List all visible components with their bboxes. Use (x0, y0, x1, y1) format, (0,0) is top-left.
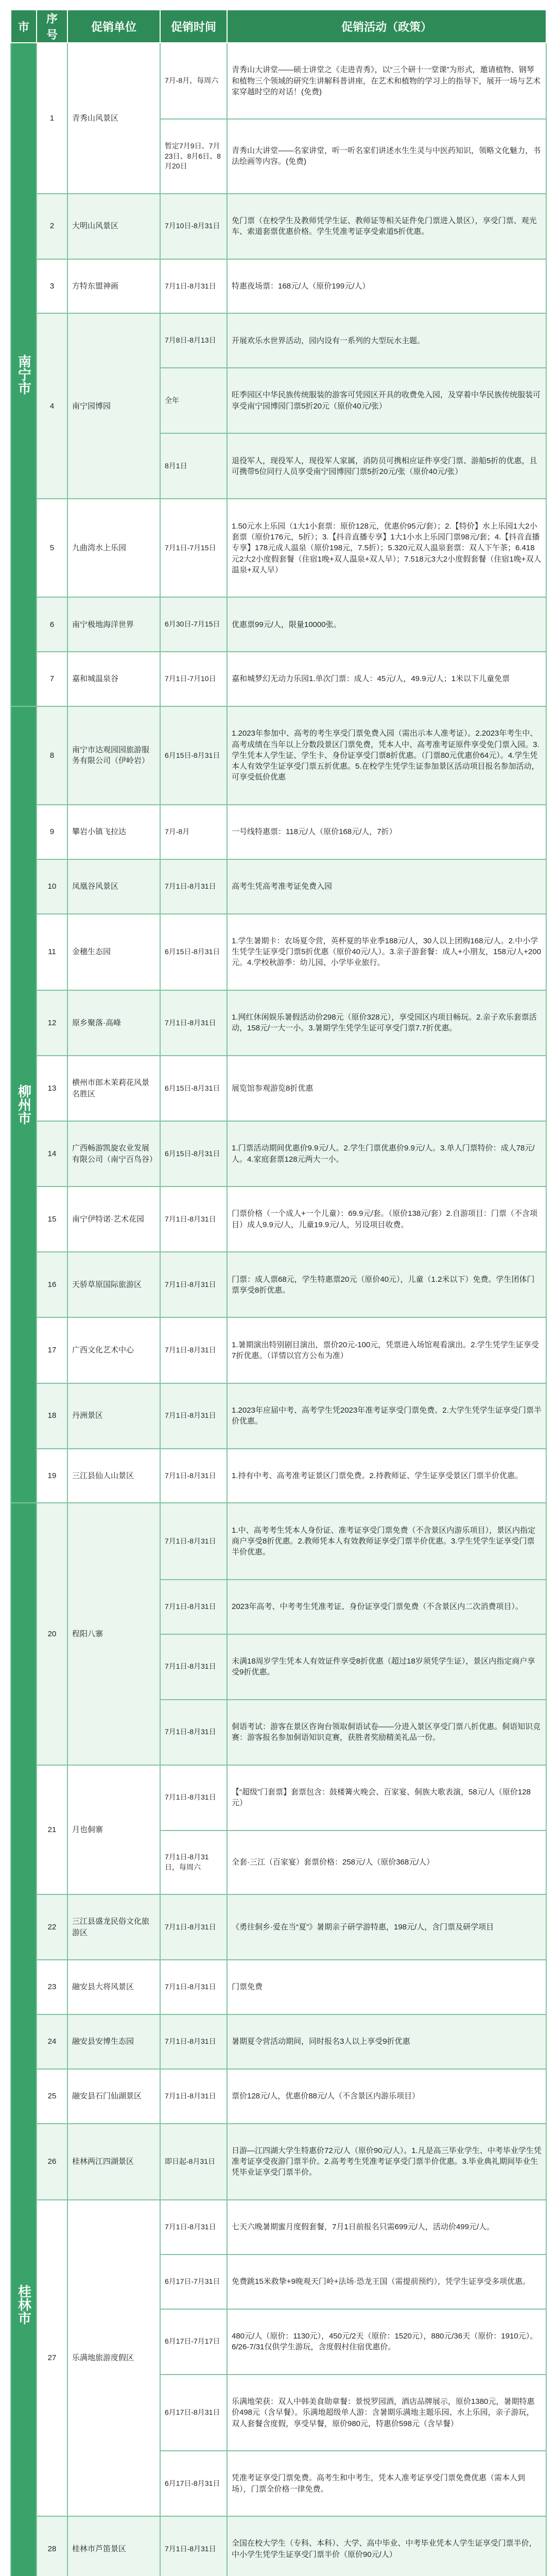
promotion-activity: 乐满地荣获：双人中韩美食勋章餐：景悦罗园酒，酒店品牌展示，原价1380元，暑期特惠价498元（含早餐）。乐满地超级单人游：含暑期乐满地主题乐园、水上乐园，亲子游玩，双人套餐含度假，享受早餐，原价980元，特惠价598元（含早餐） (227, 2375, 546, 2451)
promotion-activity: 全套·三江（百家宴）套票价格：258元/人（原价368元/人） (227, 1831, 546, 1894)
table-row (11, 805, 546, 859)
promotion-activity: 480元/人（原价：1130元），450元/2天（原价：1520元），880元/36天（原价：1910元）。6/26-7/31仅供学生游玩，含度假村住宿优惠价。 (227, 2309, 546, 2375)
row-number: 2 (37, 194, 67, 259)
table-row (11, 2516, 546, 2576)
promotion-unit: 嘉和城温泉谷 (67, 652, 160, 706)
table-row (11, 259, 546, 314)
table-row (11, 1383, 546, 1449)
row-number: 21 (37, 1765, 67, 1894)
row-number: 18 (37, 1383, 67, 1449)
promotion-unit: 月也侗寨 (67, 1765, 160, 1894)
promotion-activity: 票价128元/人，优惠价88元/人（不含景区内游乐项目） (227, 2069, 546, 2124)
city-cell: 柳州市 (11, 706, 37, 1503)
promotion-time: 7月1日-8月31日 (160, 1700, 227, 1765)
table-row (11, 1187, 546, 1252)
promotion-activity: 暑期夏令营活动期间，同时报名3人以上享受9折优惠 (227, 2014, 546, 2069)
table-row (11, 499, 546, 597)
promotion-unit: 南宁伊特诺·艺术花园 (67, 1187, 160, 1252)
promotion-time: 6月15日-8月31日 (160, 1121, 227, 1187)
promotion-time: 7月1日-8月31日 (160, 1580, 227, 1634)
promotion-unit: 攀岩小镇飞拉达 (67, 805, 160, 859)
promotion-time: 7月1日-8月31日 (160, 1187, 227, 1252)
row-number: 27 (37, 2200, 67, 2516)
promotion-time: 暂定7月9日、7月23日、8月6日、8月20日 (160, 119, 227, 193)
promotion-activity: 2023年高考、中考考生凭准考证、身份证享受门票免费（不含景区内二次消费项目）。 (227, 1580, 546, 1634)
promotion-unit: 程阳八寨 (67, 1503, 160, 1765)
promotion-time: 6月17日-8月31日 (160, 2451, 227, 2516)
row-number: 12 (37, 990, 67, 1056)
row-number: 3 (37, 259, 67, 314)
promotion-unit: 丹洲景区 (67, 1383, 160, 1449)
promotion-activity: 特惠夜场票：168元/人（原价199元/人） (227, 259, 546, 314)
promotion-unit: 桂林市芦笛景区 (67, 2516, 160, 2576)
row-number: 6 (37, 597, 67, 652)
row-number: 24 (37, 2014, 67, 2069)
promotion-unit: 乐满地旅游度假区 (67, 2200, 160, 2516)
promotion-activity: 门票：成人票68元，学生特惠票20元（原价40元），儿童（1.2米以下）免费。学生团体门票享受8折优惠。 (227, 1252, 546, 1317)
promotion-time: 7月1日-8月31日 (160, 2014, 227, 2069)
promotion-time: 7月1日-7月10日 (160, 652, 227, 706)
row-number: 16 (37, 1252, 67, 1317)
promotion-activity: 【“超级”门套票】套票包含：鼓楼篝火晚会、百家宴、侗族大歌表演，58元/人（原价128元） (227, 1765, 546, 1831)
promotion-time: 6月17日-8月31日 (160, 2375, 227, 2451)
promotion-unit: 三江县仙人山景区 (67, 1449, 160, 1503)
promotion-activity: 退役军人，现役军人，现役军人家属，消防员可携相应证件享受门票、游船5折的优惠，且可携带5位同行人员享受南宁园博园门票5折20元/张（原价40元/张） (227, 433, 546, 499)
promotion-activity: 免费跳15米救挚+9晚观天门岭+法场·恐龙王国（需提前预约），凭学生证享受多项优惠。 (227, 2255, 546, 2309)
promotion-time: 7月1日-7月15日 (160, 499, 227, 597)
promotion-time: 7月-8月，每周六 (160, 43, 227, 119)
promotion-unit: 南宁市达观园园旅游服务有限公司（伊岭岩） (67, 706, 160, 805)
table-row (11, 1449, 546, 1503)
table-row (11, 2200, 546, 2255)
promotion-time: 7月8日-8月13日 (160, 313, 227, 368)
promotion-time: 7月1日-8月31日 (160, 990, 227, 1056)
city-cell: 桂林市 (11, 1503, 37, 2576)
promotion-activity: 展览馆参观游览8折优惠 (227, 1056, 546, 1121)
row-number: 28 (37, 2516, 67, 2576)
row-number: 20 (37, 1503, 67, 1765)
promotion-time: 6月17日-7月17日 (160, 2309, 227, 2375)
row-number: 19 (37, 1449, 67, 1503)
promotion-activity: 1.中、高考考生凭本人身份证、准考证享受门票免费（不含景区内游乐项目），景区内指定商户享受8折优惠。2.教师凭本人有效教师证享受门票半价优惠。3.学生凭学生证享受门票半价优惠。 (227, 1503, 546, 1579)
row-number: 1 (37, 43, 67, 194)
header-time: 促销时间 (160, 10, 227, 43)
promotion-activity: 一号线特惠票：118元/人（原价168元/人，7折） (227, 805, 546, 859)
promotion-unit: 原乡聚落·高峰 (67, 990, 160, 1056)
promotion-activity: 凭准考证享受门票免费。高考生和中考生，凭本人准考证享受门票免费优惠（需本人到场），门票全价格一律免费。 (227, 2451, 546, 2516)
promotion-time: 8月1日 (160, 433, 227, 499)
row-number: 13 (37, 1056, 67, 1121)
table-row (11, 859, 546, 914)
promotion-activity: 开展欢乐水世界活动，园内设有一系列的大型玩水主题。 (227, 313, 546, 368)
promotion-activity: 1.暑期演出特别剧目演出，票价20元-100元，凭票进入场馆观看演出。2.学生凭学生证享受7折优惠。（详情以官方公布为准） (227, 1317, 546, 1383)
promotion-time: 7月10日-8月31日 (160, 194, 227, 259)
promotion-activity: 旺季园区中华民族传统服装的游客可凭园区开具的收费免入园，及穿着中华民族传统服装可享受南宁园博园门票5折20元（原价40元/张） (227, 368, 546, 433)
promotion-activity: 嘉和城梦幻无动力乐园1.单次门票：成人：45元/人，49.9元/人；1米以下儿童免票 (227, 652, 546, 706)
promotion-activity: 未满18周岁学生凭本人有效证件享受8折优惠（超过18岁须凭学生证），景区内指定商户享受9折优惠。 (227, 1634, 546, 1700)
promotion-activity: 侗语考试：游客在景区咨询台领取侗语试卷——分进入景区享受门票八折优惠。侗语知识竞赛：游客报名参加侗语知识竞赛，获胜者奖励精美礼品一份。 (227, 1700, 546, 1765)
row-number: 8 (37, 706, 67, 805)
promotion-activity: 1.50元水上乐园（1大1小套票：原价128元，优惠价95元/套）；2.【特价】水上乐园1大2小套票（原价176元，5折）；3.【抖音直播专享】1大1小水上乐园门票98元/套；4.【抖音直播专享】178元成人温泉（原价198元，7.5折）；5.320元双人温泉套票：双人下午茶；6.418元2大2小度假套餐（住宿1晚+双人温泉+双人早）；7.518元3大2小度假套餐（住宿1晚+双人温泉+双人早） (227, 499, 546, 597)
table-header (11, 10, 546, 43)
promotion-activity: 七天六晚暑期蜜月度假套餐，7月1日前报名只需699元/人，活动价499元/人。 (227, 2200, 546, 2255)
promotion-table (10, 9, 547, 2576)
promotion-unit: 方特东盟神画 (67, 259, 160, 314)
table-row (11, 1317, 546, 1383)
row-number: 25 (37, 2069, 67, 2124)
promotion-unit: 南宁极地海洋世界 (67, 597, 160, 652)
row-number: 23 (37, 1960, 67, 2014)
row-number: 22 (37, 1894, 67, 1960)
promotion-time: 7月1日-8月31日 (160, 1252, 227, 1317)
promotion-unit: 融安县安博生态园 (67, 2014, 160, 2069)
table-row (11, 2014, 546, 2069)
promotion-unit: 九曲湾水上乐园 (67, 499, 160, 597)
promotion-activity: 免门票（在校学生及教师凭学生证、教师证等相关证件免门票进入景区），享受门票、观光车、索道套票优惠价格。学生凭准考证享受索道5折优惠。 (227, 194, 546, 259)
promotion-time: 7月1日-8月31日，每周六 (160, 1831, 227, 1894)
table-row (11, 990, 546, 1056)
table-row (11, 1056, 546, 1121)
promotion-time: 7月1日-8月31日 (160, 1894, 227, 1960)
table-row (11, 194, 546, 259)
promotion-time: 7月1日-8月31日 (160, 259, 227, 314)
header-unit: 促销单位 (67, 10, 160, 43)
promotion-unit: 凤凰谷风景区 (67, 859, 160, 914)
promotion-unit: 融安县石门仙湖景区 (67, 2069, 160, 2124)
promotion-activity: 门票免费 (227, 1960, 546, 2014)
promotion-time: 7月1日-8月31日 (160, 2200, 227, 2255)
table-row (11, 43, 546, 119)
promotion-activity: 1.持有中考、高考准考证景区门票免费。2.持教师证、学生证享受景区门票半价优惠。 (227, 1449, 546, 1503)
promotion-unit: 桂林两江四湖景区 (67, 2124, 160, 2200)
promotion-activity: 优惠票99元/人，限量10000张。 (227, 597, 546, 652)
promotion-activity: 全国在校大学生（专科、本科）、大学、高中毕业、中考毕业凭本人学生证享受门票半价，中小学生凭学生证享受门票半价（原价90元/人） (227, 2516, 546, 2576)
table-row (11, 652, 546, 706)
promotion-unit: 青秀山风景区 (67, 43, 160, 194)
promotion-activity: 高考生凭高考准考证免费入园 (227, 859, 546, 914)
table-row (11, 1503, 546, 1579)
row-number: 15 (37, 1187, 67, 1252)
row-number: 26 (37, 2124, 67, 2200)
promotion-time: 6月15日-8月31日 (160, 914, 227, 990)
table-row (11, 1765, 546, 1831)
promotion-unit: 大明山风景区 (67, 194, 160, 259)
promotion-time: 7月1日-8月31日 (160, 1503, 227, 1579)
promotion-unit: 广西畅游凯旋农业发展有限公司（南宁百鸟谷） (67, 1121, 160, 1187)
row-number: 7 (37, 652, 67, 706)
promotion-time: 7月1日-8月31日 (160, 1449, 227, 1503)
promotion-time: 7月1日-8月31日 (160, 2069, 227, 2124)
header-no: 序号 (37, 10, 67, 43)
promotion-time: 6月17日-7月31日 (160, 2255, 227, 2309)
table-row (11, 597, 546, 652)
promotion-activity: 青秀山大讲堂——名家讲堂，听一听名家们讲述水生生灵与中医药知识，领略文化魅力，书法绘画等内容。(免费) (227, 119, 546, 193)
promotion-time: 7月1日-8月31日 (160, 1960, 227, 2014)
promotion-activity: 1.门票活动期间优惠价9.9元/人。2.学生门票优惠价9.9元/人。3.单人门票特价：成人78元/人。4.家庭套票128元两大一小。 (227, 1121, 546, 1187)
promotion-unit: 三江县盛龙民俗文化旅游区 (67, 1894, 160, 1960)
promotion-activity: 《勇往侗乡·爱在当“夏”》暑期亲子研学游特惠，198元/人，含门票及研学项目 (227, 1894, 546, 1960)
row-number: 4 (37, 313, 67, 499)
promotion-unit: 融安县大将风景区 (67, 1960, 160, 2014)
promotion-time: 7月1日-8月31日 (160, 2516, 227, 2576)
promotion-unit: 南宁园博园 (67, 313, 160, 499)
promotion-unit: 广西文化艺术中心 (67, 1317, 160, 1383)
promotion-activity: 1.2023年参加中、高考的考生享受门票免费入园（需出示本人准考证）。2.2023年考生中、高考成绩在当年以上分数段景区门票免费，凭本人中、高考准考证原件享受免门票入园。3.学生凭本人学生证、学生卡、身份证享受门票8折优惠。（门票80元优惠价64元）。4.学生凭本人有效学生证享受门票五折优惠。5.在校学生凭学生证参加景区活动项目报名参加活动，可享受低价优惠 (227, 706, 546, 805)
promotion-activity: 门票价格（一个成人+一个儿童）：69.9元/套。（原价138元/套）2.自游项目：门票（不含项目）成人9.9元/人，儿童19.9元/人，另设项目收费。 (227, 1187, 546, 1252)
promotion-time: 6月15日-8月31日 (160, 1056, 227, 1121)
header-city: 市 (11, 10, 37, 43)
promotion-activity: 1.2023年应届中考、高考学生凭2023年准考证享受门票免费。2.大学生凭学生证享受门票半价优惠。 (227, 1383, 546, 1449)
row-number: 5 (37, 499, 67, 597)
promotion-time: 6月30日-7月15日 (160, 597, 227, 652)
table-row (11, 706, 546, 805)
table-row (11, 1121, 546, 1187)
table-row (11, 313, 546, 368)
promotion-activity: 1.网红休闲娱乐暑假活动价298元（原价328元），享受园区内项目畅玩。2.亲子欢乐套票活动，158元/一大一小。3.暑期学生凭学生证可享受门票7.7折优惠。 (227, 990, 546, 1056)
table-row (11, 1894, 546, 1960)
table-row (11, 2124, 546, 2200)
promotion-unit: 天骄草原国际旅游区 (67, 1252, 160, 1317)
row-number: 11 (37, 914, 67, 990)
row-number: 17 (37, 1317, 67, 1383)
promotion-time: 7月1日-8月31日 (160, 1634, 227, 1700)
table-body (11, 43, 546, 2576)
promotion-activity: 日游—江四湖大学生特惠价72元/人（原价90元/人）。1.凡是高三毕业学生、中考毕业学生凭准考证享受夜游门票半价。2.高考考生凭准考证享受门票半价优惠。3.毕业典礼期间毕业生凭毕业证享受门票半价。 (227, 2124, 546, 2200)
row-number: 9 (37, 805, 67, 859)
promotion-time: 7月1日-8月31日 (160, 1765, 227, 1831)
promotion-time: 7月1日-8月31日 (160, 1317, 227, 1383)
promotion-time: 7月1日-8月31日 (160, 1383, 227, 1449)
promotion-time: 6月15日-8月31日 (160, 706, 227, 805)
row-number: 14 (37, 1121, 67, 1187)
table-row (11, 1960, 546, 2014)
header-activity: 促销活动（政策） (227, 10, 546, 43)
promotion-time: 7月-8月 (160, 805, 227, 859)
promotion-activity: 1.学生暑期卡：农场夏令营，英杯夏的毕业季188元/人，30人以上团购168元/人。2.中小学生凭学生证享受门票5折优惠（原价40元/人）。3.亲子游套餐：成人+小朋友，158元/人+200元。4.学校秋游季：幼儿园、小学毕业旅行。 (227, 914, 546, 990)
city-cell: 南宁市 (11, 43, 37, 706)
promotion-activity: 青秀山大讲堂——硕士讲堂之《走进青秀》，以“三个研十一堂课”为形式，邀请植物、钢琴和植物三个领域的研究生讲解科普讲座，在艺术和植物的学习上的指导下，展开一场与艺术家穿越时空的对话！(免费) (227, 43, 546, 119)
promotion-time: 7月1日-8月31日 (160, 859, 227, 914)
table-row (11, 1252, 546, 1317)
promotion-time: 全年 (160, 368, 227, 433)
promotion-time: 即日起-8月31日 (160, 2124, 227, 2200)
row-number: 10 (37, 859, 67, 914)
table-row (11, 914, 546, 990)
table-row (11, 2069, 546, 2124)
promotion-unit: 横州市郎木茉莉花风景名胜区 (67, 1056, 160, 1121)
promotion-unit: 金穗生态园 (67, 914, 160, 990)
